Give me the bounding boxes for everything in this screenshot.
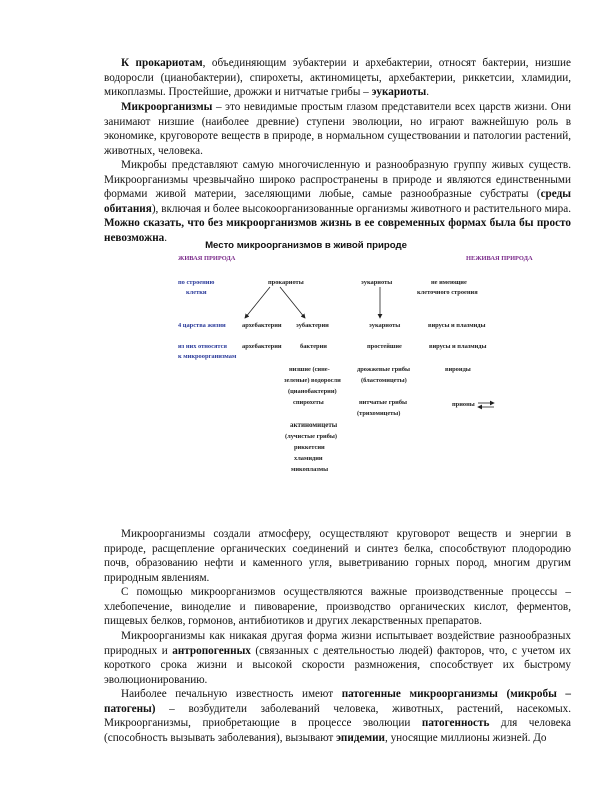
label-kingdoms: 4 царства жизни <box>178 322 226 329</box>
label-eukaryotes: эукариоты <box>361 279 393 286</box>
label-archaebacteria: архебактерии <box>242 322 282 329</box>
emphasis-statement: Можно сказать, что без микроорганизмов жизнь в ее современных формах была бы просто невозможна <box>104 217 571 244</box>
label-cells: клетки <box>186 289 207 296</box>
paragraph-pathogens: Наиболее печальную известность имеют патогенные микроорганизмы (микробы – патогены) – возбудители заболеваний человека, животных, растений, насекомых. Микроорганизмы, приобретающие в процессе эволюции патогенность для человека (способность вызывать заболевания), вызывают эпидемии, уносящие миллионы жизней. До <box>104 688 572 744</box>
label-algae-3: (цианобактерии) <box>288 388 337 395</box>
label-viruses-plasmids: вирусы и плазмиды <box>428 322 486 329</box>
label-noncellular-2: клеточного строения <box>417 289 478 296</box>
term-habitat: среды обитания <box>104 188 571 215</box>
term-eukaryotes: эукариоты <box>371 86 427 99</box>
label-mycoplasma: микоплазмы <box>291 466 329 473</box>
paragraph-microbes: Микробы представляют самую многочисленную и разнообразную группу живых существ. Микроорганизмы чрезвычайно широко распространены в природе и являются единственными формами живой материи, заселяющими любые, самые разнообразные субстраты (среды обитания), включая и более высокоорганизованные организмы животного и растительного мира. Можно сказать, что без микроорганизмов жизнь в ее современных формах была бы просто невозможна. <box>104 159 571 244</box>
label-viruses-plasmids-2: вирусы и плазмиды <box>429 343 487 350</box>
paragraph-evolution: Микроорганизмы как никакая другая форма жизни испытывает воздействие разнообразных природных и антропогенных (связанных с деятельностью людей) факторов, что, с учетом их короткого срока жизни и высокой скорости размножения, способствует их быстрому эволюционированию. <box>104 630 571 686</box>
arrow-to-archaebacteria <box>245 287 270 318</box>
label-filament-1: нитчатые грибы <box>359 399 408 406</box>
label-include-1: из них относятся <box>178 343 227 350</box>
label-prokaryotes: прокариоты <box>268 279 304 286</box>
label-radiant-fungi: (лучистые грибы) <box>285 433 338 440</box>
label-spirochetes: спирохеты <box>293 399 324 406</box>
label-chlamydia: хламидии <box>294 455 323 462</box>
paragraph-production: С помощью микроорганизмов осуществляются важные производственные процессы – хлебопечение, виноделие и пивоварение, производство органических кислот, ферментов, пищевых белков, гормонов, антибиотиков и других лекарственных препаратов. <box>104 586 571 628</box>
paragraph-atmosphere: Микроорганизмы создали атмосферу, осуществляют круговорот веществ и энергии в природе, расщепление органических соединений и синтез белка, способствуют плодородию почв, образованию нефти и каменного угля, выветриванию горных пород, многим другим природным явлениям. <box>104 528 571 584</box>
label-filament-2: (трихомицеты) <box>357 410 401 417</box>
label-eubacteria: эубактерии <box>296 322 329 329</box>
term-microorganisms: Микроорганизмы <box>121 101 213 113</box>
label-by-structure: по строению <box>178 279 215 286</box>
paragraph-microorganisms: Микроорганизмы – это невидимые простым глазом представители всех царств жизни. Они занимают низшие (наиболее древние) ступени эволюции, но играют важнейшую роль в экономике, круговороте веществ в природе, в нормальном существовании и патологии растений, животных, человека. <box>104 101 571 157</box>
term-epidemics: эпидемии <box>336 731 385 744</box>
label-bacteria: бактерии <box>300 343 327 350</box>
label-noncellular-1: не имеющие <box>431 279 467 286</box>
term-prokaryotes: К прокариотам <box>121 57 203 69</box>
label-nonliving-nature: НЕЖИВАЯ ПРИРОДА <box>466 255 533 262</box>
label-yeast-2: (бластомицеты) <box>361 377 407 384</box>
label-protozoa: простейшие <box>367 343 402 350</box>
label-yeast-1: дрожжевые грибы <box>357 366 411 373</box>
term-anthropogenic: антропогенных <box>172 644 251 657</box>
label-eukaryotes-2: эукариоты <box>369 322 401 329</box>
label-prions: прионы <box>452 401 475 408</box>
label-viroids: вироиды <box>445 366 471 373</box>
label-rickettsia: риккетсии <box>294 444 325 451</box>
term-pathogens: патогенные микроорганизмы (микробы – патогены) <box>104 688 572 715</box>
arrow-to-eubacteria <box>280 287 305 318</box>
label-actinomycetes: актиномицеты <box>290 421 338 429</box>
label-algae-2: зеленые) водоросли <box>284 377 341 384</box>
label-archaebacteria-2: архебактерии <box>242 343 282 350</box>
label-include-2: к микроорганизмам <box>178 353 237 360</box>
term-pathogenicity: патогенность <box>421 717 490 730</box>
label-algae-1: низшие (сине- <box>289 366 330 373</box>
label-living-nature: ЖИВАЯ ПРИРОДА <box>178 255 236 262</box>
paragraph-prokaryotes: К прокариотам, объединяющим эубактерии и архебактерии, относят бактерии, низшие водоросли (цианобактерии), спирохеты, актиномицеты, архебактерии, риккетсии, хламидии, микоплазмы. Простейшие, дрожжи и нитчатые грибы – эукариоты. <box>104 57 571 99</box>
diagram-title: Место микроорганизмов в живой природе <box>205 240 407 251</box>
